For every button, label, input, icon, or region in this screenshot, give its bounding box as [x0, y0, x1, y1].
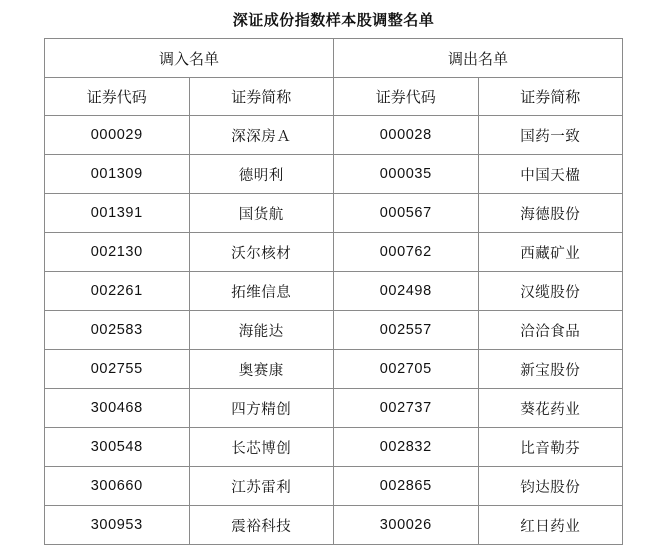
cell-in-code: 001309	[45, 155, 190, 194]
group-header-inclusion: 调入名单	[45, 39, 334, 78]
table-column-header-row	[45, 78, 623, 116]
page-title: 深证成份指数样本股调整名单	[232, 12, 435, 29]
cell-out-name: 钧达股份	[478, 467, 623, 506]
cell-out-name: 海德股份	[478, 194, 623, 233]
table-row	[45, 194, 623, 233]
column-header-out-name: 证券简称	[478, 78, 623, 116]
cell-in-code: 002755	[45, 350, 190, 389]
column-header-out-code: 证券代码	[334, 78, 479, 116]
adjustment-list-table	[44, 38, 623, 545]
cell-in-code: 002261	[45, 272, 190, 311]
cell-out-code: 000028	[334, 116, 479, 155]
cell-out-code: 002832	[334, 428, 479, 467]
cell-in-code: 001391	[45, 194, 190, 233]
column-header-in-name: 证券简称	[189, 78, 334, 116]
table-row	[45, 350, 623, 389]
cell-out-code: 002498	[334, 272, 479, 311]
cell-out-code: 000762	[334, 233, 479, 272]
cell-in-code: 002583	[45, 311, 190, 350]
cell-in-name: 德明利	[189, 155, 334, 194]
table-group-header-row	[45, 39, 623, 78]
cell-out-code: 000567	[334, 194, 479, 233]
cell-out-code: 002737	[334, 389, 479, 428]
cell-in-name: 拓维信息	[189, 272, 334, 311]
cell-out-name: 西藏矿业	[478, 233, 623, 272]
cell-in-code: 300953	[45, 506, 190, 545]
cell-out-name: 国药一致	[478, 116, 623, 155]
cell-out-code: 002865	[334, 467, 479, 506]
cell-in-name: 奥赛康	[189, 350, 334, 389]
cell-in-code: 300660	[45, 467, 190, 506]
group-header-exclusion: 调出名单	[334, 39, 623, 78]
cell-in-name: 国货航	[189, 194, 334, 233]
table-row	[45, 116, 623, 155]
table-container	[0, 38, 667, 545]
cell-in-code: 300468	[45, 389, 190, 428]
table-row	[45, 467, 623, 506]
cell-out-code: 300026	[334, 506, 479, 545]
table-row	[45, 155, 623, 194]
table-row	[45, 311, 623, 350]
cell-in-name: 沃尔核材	[189, 233, 334, 272]
table-row	[45, 428, 623, 467]
cell-in-name: 海能达	[189, 311, 334, 350]
cell-out-name: 汉缆股份	[478, 272, 623, 311]
cell-out-name: 洽洽食品	[478, 311, 623, 350]
cell-in-code: 002130	[45, 233, 190, 272]
cell-in-code: 300548	[45, 428, 190, 467]
table-row	[45, 389, 623, 428]
cell-in-name: 震裕科技	[189, 506, 334, 545]
cell-out-code: 002705	[334, 350, 479, 389]
cell-in-name: 四方精创	[189, 389, 334, 428]
table-row	[45, 272, 623, 311]
cell-out-code: 000035	[334, 155, 479, 194]
column-header-in-code: 证券代码	[45, 78, 190, 116]
cell-in-name: 长芯博创	[189, 428, 334, 467]
cell-out-name: 葵花药业	[478, 389, 623, 428]
cell-in-name: 深深房Ａ	[189, 116, 334, 155]
cell-in-name: 江苏雷利	[189, 467, 334, 506]
cell-out-name: 比音勒芬	[478, 428, 623, 467]
cell-out-name: 中国天楹	[478, 155, 623, 194]
table-row	[45, 233, 623, 272]
cell-out-name: 新宝股份	[478, 350, 623, 389]
cell-out-name: 红日药业	[478, 506, 623, 545]
cell-in-code: 000029	[45, 116, 190, 155]
cell-out-code: 002557	[334, 311, 479, 350]
